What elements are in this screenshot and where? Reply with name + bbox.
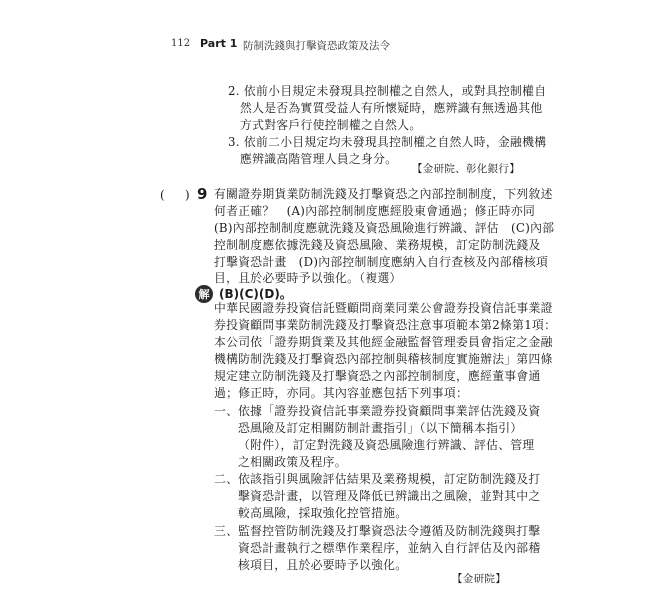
list-item-line: （附件），訂定對洗錢及資恐風險進行辨識、評估、管理 [238,438,535,452]
solution-badge-icon: 解 [195,285,213,303]
list-item-line: 擊資恐計畫，以管理及降低已辨識出之風險，並對其中之 [238,489,541,503]
source-citation: 【金研院】 [452,573,506,585]
question-number: 9 [197,185,208,203]
source-citation: 【金研院、彰化銀行】 [412,163,520,175]
list-item-line: 依據「證券投資信託事業證券投資顧問事業評估洗錢及資 [238,404,541,418]
chapter-title: 防制洗錢與打擊資恐政策及法令 [243,40,390,52]
question-line: (B)內部控制制度應就洗錢及資恐風險進行辨識、評估 (C)內部 [214,221,555,235]
list-item-label: 三、 [214,524,239,538]
solution-line: 過；修正時，亦同。其內容並應包括下列事項： [214,386,469,400]
list-item-line: 監督控管防制洗錢及打擊資恐法令遵循及防制洗錢與打擊 [238,524,541,538]
question-line: 打擊資恐計畫 (D)內部控制制度應納入自行查核及內部稽核項 [214,255,549,269]
list-item-label: 二、 [214,472,239,486]
question-line: 控制制度應依據洗錢及資恐風險、業務規模，訂定防制洗錢及 [214,238,541,252]
solution-line: 本公司依「證券期貨業及其他經金融監督管理委員會指定之金融 [214,335,553,349]
text-line: 然人是否為實質受益人有所懷疑時，應辨識有無透過其他 [240,101,543,115]
text-line: 應辨識高階管理人員之身分。 [240,152,398,166]
solution-line: 券投資顧問事業防制洗錢及打擊資恐注意事項範本第2條第1項： [214,318,557,332]
list-item-line: 依該指引與風險評估結果及業務規模，訂定防制洗錢及打 [238,472,541,486]
solution-line: 規定建立防制洗錢及打擊資恐之內部控制制度，應經董事會通 [214,369,541,383]
list-item-line: 核項目，且於必要時予以強化。 [238,558,408,572]
list-item-line: 較高風險，採取強化控管措施。 [238,506,408,520]
list-item-label: 一、 [214,404,239,418]
question-line: 有關證券期貨業防制洗錢及打擊資恐之內部控制制度，下列敘述 [214,187,553,201]
list-item-line: 恐風險及訂定相關防制計畫指引」（以下簡稱本指引） [238,421,523,435]
text-line: 3. 依前二小目規定均未發現具控制權之自然人時，金融機構 [228,135,547,149]
list-item-line: 之相關政策及程序。 [238,455,347,469]
question-line: 目，且於必要時予以強化。（複選） [214,271,402,285]
solution-line: 機構防制洗錢及打擊資恐內部控制與稽核制度實施辦法」第四條 [214,352,553,366]
question-line: 何者正確？ (A)內部控制制度應經股東會通過；修正時亦同 [214,204,536,218]
text-line: 2. 依前小目規定未發現具控制權之自然人，或對具控制權自 [228,84,547,98]
part-label: Part 1 [200,37,238,50]
text-line: 方式對客戶行使控制權之自然人。 [240,118,422,132]
answer-blank-close: ) [185,188,190,202]
list-item-line: 資恐計畫執行之標準作業程序，並納入自行評估及內部稽 [238,541,541,555]
solution-line: 中華民國證券投資信託暨顧問商業同業公會證券投資信託事業證 [214,301,553,315]
answer-blank-open: ( [160,188,165,202]
solution-answer: (B)(C)(D)。 [219,287,292,301]
page-number: 112 [171,38,191,49]
